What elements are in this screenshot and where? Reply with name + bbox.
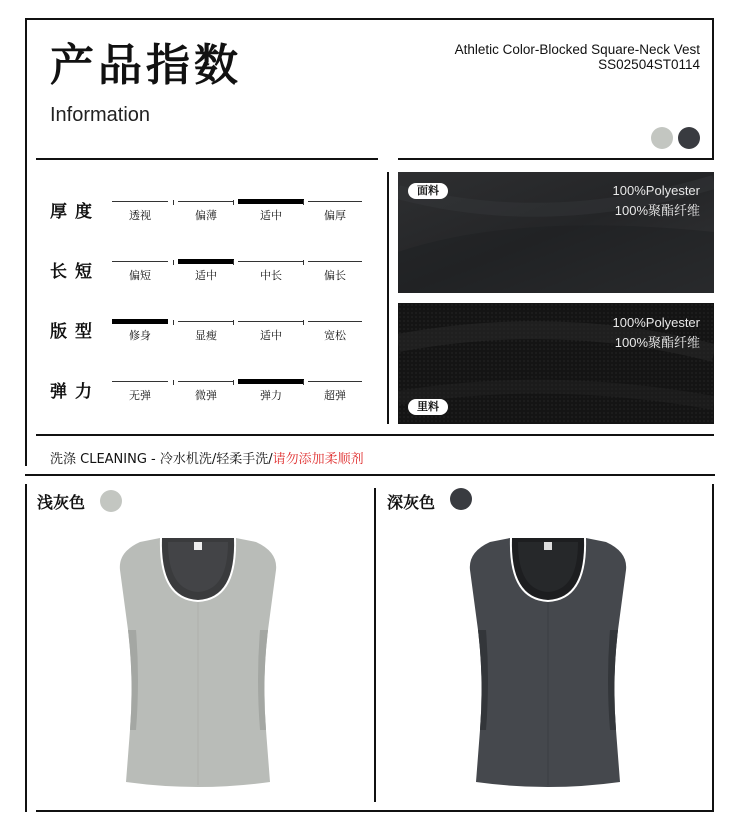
scale-option-label: 偏厚 bbox=[324, 209, 346, 222]
scale-option bbox=[308, 321, 362, 347]
scale-option-label: 适中 bbox=[260, 209, 282, 222]
bottom-border bbox=[36, 810, 714, 812]
scale-option-label: 显瘦 bbox=[195, 329, 217, 342]
scale-tick bbox=[173, 380, 174, 385]
top-border bbox=[25, 18, 714, 20]
scale-option-label: 偏长 bbox=[324, 269, 346, 282]
scale-label: 弹力 bbox=[50, 382, 100, 402]
scale-option-label: 中长 bbox=[260, 269, 282, 282]
scale-bar bbox=[238, 261, 304, 262]
scale-bar bbox=[178, 201, 234, 202]
scale-tick bbox=[233, 320, 234, 325]
lining-fabric-en: 100%Polyester bbox=[612, 315, 700, 330]
scale-selected-bar bbox=[238, 379, 304, 384]
color-label-dark: 深灰色 bbox=[387, 493, 436, 512]
scale-option-label: 修身 bbox=[129, 329, 151, 342]
scale-bar bbox=[112, 201, 168, 202]
scale-bar bbox=[308, 381, 362, 382]
cleaning-bottom-line bbox=[25, 474, 715, 476]
scale-bar bbox=[112, 261, 168, 262]
scale-tick bbox=[303, 260, 304, 265]
scale-row bbox=[50, 257, 370, 287]
scale-option bbox=[178, 321, 234, 347]
scale-option-label: 透视 bbox=[129, 209, 151, 222]
scale-option bbox=[308, 261, 362, 287]
outer-fabric-tag: 面料 bbox=[408, 183, 448, 199]
cleaning-text: 洗涤 CLEANING - 冷水机洗/轻柔手洗/ bbox=[50, 452, 273, 467]
scale-bar bbox=[308, 201, 362, 202]
product-code: SS02504ST0114 bbox=[598, 57, 700, 72]
scale-bar bbox=[178, 381, 234, 382]
right-border-top bbox=[712, 18, 714, 158]
cleaning-top-line bbox=[36, 434, 714, 436]
scale-option bbox=[238, 261, 304, 287]
scale-option bbox=[238, 381, 304, 407]
scale-tick bbox=[173, 260, 174, 265]
scale-option bbox=[178, 261, 234, 287]
scale-bar bbox=[308, 261, 362, 262]
scale-label: 厚度 bbox=[50, 202, 100, 222]
scale-tick bbox=[303, 320, 304, 325]
scale-option bbox=[178, 381, 234, 407]
product-name: Athletic Color-Blocked Square-Neck Vest bbox=[454, 42, 700, 57]
scale-tick bbox=[233, 260, 234, 265]
scale-option-label: 偏短 bbox=[129, 269, 151, 282]
color-right-border bbox=[712, 484, 714, 812]
scale-tick bbox=[303, 380, 304, 385]
scale-option bbox=[112, 381, 168, 407]
header-divider-left bbox=[36, 158, 378, 160]
vest-dark-gray-image bbox=[460, 530, 635, 790]
scale-option-label: 宽松 bbox=[324, 329, 346, 342]
lining-fabric-tag: 里料 bbox=[408, 399, 448, 415]
scale-option bbox=[112, 321, 168, 347]
scale-selected-bar bbox=[178, 259, 234, 264]
scale-tick bbox=[233, 380, 234, 385]
scale-bar bbox=[178, 321, 234, 322]
lining-fabric-panel bbox=[398, 303, 714, 424]
color-label-light: 浅灰色 bbox=[37, 493, 86, 512]
scale-label: 版型 bbox=[50, 322, 100, 342]
scale-label: 长短 bbox=[50, 262, 100, 282]
scale-option-label: 微弹 bbox=[195, 389, 217, 402]
scale-option-label: 偏薄 bbox=[195, 209, 217, 222]
outer-fabric-panel bbox=[398, 172, 714, 293]
header-divider-right bbox=[398, 158, 714, 160]
scale-fabric-divider bbox=[387, 172, 389, 424]
scale-option bbox=[178, 201, 234, 227]
scale-option bbox=[308, 201, 362, 227]
scale-option-label: 适中 bbox=[195, 269, 217, 282]
page-title: 产品指数 bbox=[50, 40, 242, 91]
cleaning-warning: 请勿添加柔顺剂 bbox=[272, 452, 364, 467]
scale-row bbox=[50, 197, 370, 227]
scale-option bbox=[238, 201, 304, 227]
scale-bar bbox=[308, 321, 362, 322]
scale-selected-bar bbox=[238, 199, 304, 204]
scale-selected-bar bbox=[112, 319, 168, 324]
swatch-light-gray[interactable] bbox=[651, 127, 673, 149]
outer-fabric-en: 100%Polyester bbox=[612, 183, 700, 198]
cleaning-instructions bbox=[50, 448, 364, 467]
swatch-dark-gray[interactable] bbox=[678, 127, 700, 149]
scale-row bbox=[50, 377, 370, 407]
scale-tick bbox=[173, 200, 174, 205]
page-subtitle: Information bbox=[50, 104, 151, 126]
scale-option bbox=[112, 261, 168, 287]
color-dot-light bbox=[100, 490, 122, 512]
color-dot-dark bbox=[450, 488, 472, 510]
scale-option-label: 弹力 bbox=[260, 389, 282, 402]
scale-tick bbox=[233, 200, 234, 205]
color-left-border bbox=[25, 484, 27, 812]
scale-option bbox=[238, 321, 304, 347]
color-divider bbox=[374, 488, 376, 802]
scale-option bbox=[308, 381, 362, 407]
scale-option-label: 超弹 bbox=[324, 389, 346, 402]
lining-fabric-cn: 100%聚酯纤维 bbox=[614, 335, 700, 350]
scale-option bbox=[112, 201, 168, 227]
scale-bar bbox=[238, 321, 304, 322]
left-border-top bbox=[25, 18, 27, 466]
vest-light-gray-image bbox=[110, 530, 285, 790]
outer-fabric-cn: 100%聚酯纤维 bbox=[614, 203, 700, 218]
scale-tick bbox=[173, 320, 174, 325]
scale-tick bbox=[303, 200, 304, 205]
scale-option-label: 适中 bbox=[260, 329, 282, 342]
scale-bar bbox=[112, 381, 168, 382]
scale-row bbox=[50, 317, 370, 347]
scale-option-label: 无弹 bbox=[129, 389, 151, 402]
